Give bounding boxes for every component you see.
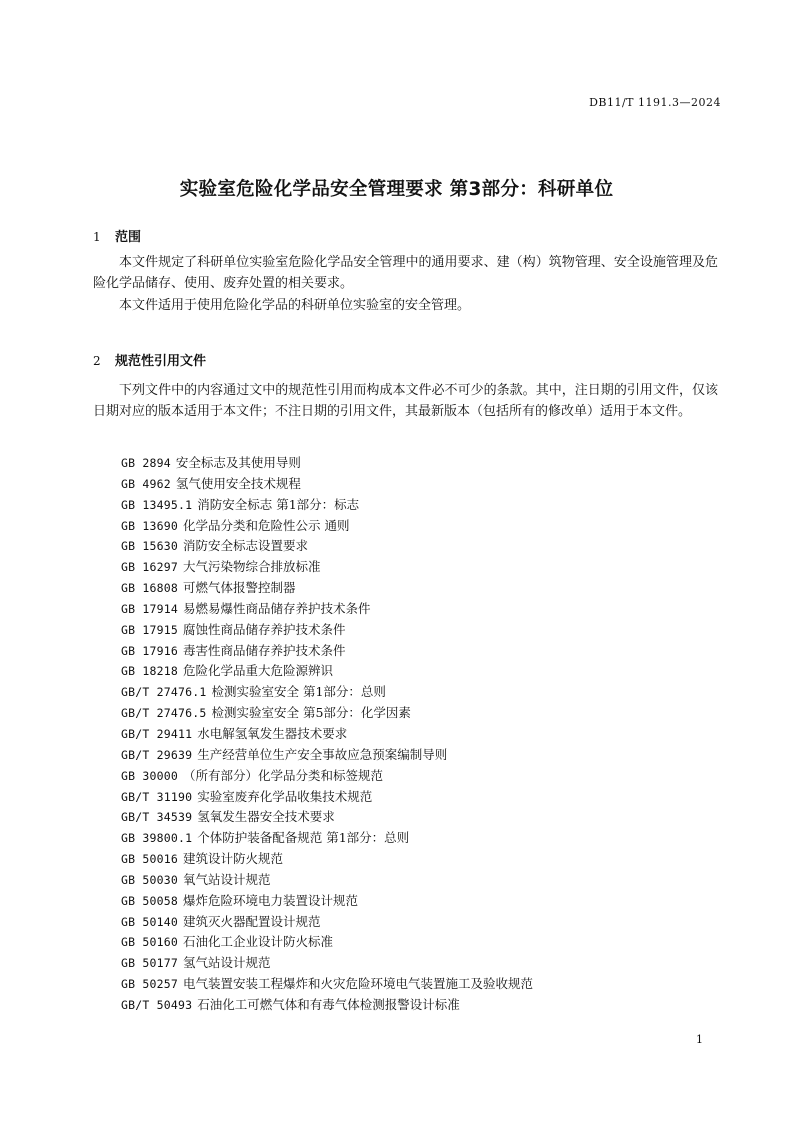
reference-list [121, 453, 533, 1016]
reference-code: GB/T 31190 [121, 789, 193, 804]
reference-item [121, 953, 533, 974]
reference-item [121, 787, 533, 808]
reference-item [121, 703, 533, 724]
reference-item [121, 682, 533, 703]
reference-item [121, 995, 533, 1016]
reference-item [121, 932, 533, 953]
reference-item [121, 557, 533, 578]
reference-title: 个体防护装备配备规范 第1部分：总则 [197, 830, 410, 846]
reference-code: GB 4962 [121, 476, 171, 491]
reference-code: GB/T 27476.1 [121, 685, 207, 700]
reference-title: 电气装置安装工程爆炸和火灾危险环境电气装置施工及验收规范 [183, 976, 534, 992]
reference-item [121, 745, 533, 766]
reference-title: 爆炸危险环境电力装置设计规范 [183, 892, 359, 908]
reference-title: 消防安全标志 第1部分：标志 [197, 496, 360, 512]
reference-title: 石油化工可燃气体和有毒气体检测报警设计标准 [197, 996, 460, 1012]
document-title: 实验室危险化学品安全管理要求 第3部分：科研单位 [179, 179, 614, 200]
reference-code: GB 17914 [121, 601, 178, 616]
section-2-heading [93, 350, 206, 369]
normative-references-intro: 下列文件中的内容通过文中的规范性引用而构成本文件必不可少的条款。其中，注日期的引用文件，仅该日期对应的版本适用于本文件；不注日期的引用文件，其最新版本（包括所有的修改单）适用于本文件。 [93, 383, 718, 419]
reference-title: 易燃易爆性商品储存养护技术条件 [183, 600, 371, 616]
reference-title: 氢气站设计规范 [183, 955, 271, 971]
reference-title: （所有部分）化学品分类和标签规范 [183, 767, 384, 783]
reference-item [121, 891, 533, 912]
reference-title: 建筑设计防火规范 [183, 851, 284, 867]
section-2-title: 规范性引用文件 [115, 354, 207, 369]
reference-item [121, 516, 533, 537]
reference-title: 大气污染物综合排放标准 [183, 559, 321, 575]
reference-code: GB/T 29639 [121, 747, 193, 762]
reference-code: GB 13690 [121, 518, 178, 533]
reference-code: GB 18218 [121, 664, 178, 679]
reference-item [121, 766, 533, 787]
reference-code: GB 50140 [121, 914, 178, 929]
reference-title: 腐蚀性商品储存养护技术条件 [183, 621, 346, 637]
reference-item [121, 578, 533, 599]
reference-item [121, 641, 533, 662]
reference-title: 氢氧发生器安全技术要求 [197, 809, 335, 825]
reference-item [121, 828, 533, 849]
reference-code: GB 17915 [121, 622, 178, 637]
reference-code: GB 16297 [121, 560, 178, 575]
reference-item [121, 849, 533, 870]
reference-code: GB/T 27476.5 [121, 706, 207, 721]
reference-item [121, 495, 533, 516]
reference-item [121, 807, 533, 828]
reference-code: GB 17916 [121, 643, 178, 658]
scope-paragraph-1: 本文件规定了科研单位实验室危险化学品安全管理中的通用要求、建（构）筑物管理、安全设施管理及危险化学品储存、使用、废弃处置的相关要求。 [93, 255, 718, 291]
reference-item [121, 474, 533, 495]
section-2-number: 2 [93, 354, 101, 368]
reference-title: 石油化工企业设计防火标准 [183, 934, 334, 950]
reference-title: 检测实验室安全 第5部分：化学因素 [211, 705, 411, 721]
reference-code: GB/T 34539 [121, 810, 193, 825]
reference-title: 氧气站设计规范 [183, 871, 271, 887]
reference-item [121, 661, 533, 682]
reference-item [121, 870, 533, 891]
reference-title: 毒害性商品储存养护技术条件 [183, 642, 346, 658]
standard-id: DB11/T 1191.3—2024 [589, 96, 721, 109]
page-number: 1 [696, 1033, 703, 1046]
reference-title: 危险化学品重大危险源辨识 [183, 663, 334, 679]
reference-title: 实验室废弃化学品收集技术规范 [197, 788, 373, 804]
reference-title: 氢气使用安全技术规程 [175, 475, 301, 491]
section-1-heading [93, 226, 141, 245]
reference-item [121, 912, 533, 933]
reference-title: 安全标志及其使用导则 [175, 455, 301, 470]
reference-title: 可燃气体报警控制器 [183, 580, 296, 596]
reference-title: 消防安全标志设置要求 [183, 538, 309, 554]
reference-code: GB 2894 [121, 456, 171, 470]
reference-item [121, 724, 533, 745]
reference-code: GB/T 50493 [121, 997, 193, 1012]
reference-code: GB 13495.1 [121, 497, 193, 512]
reference-code: GB 30000 [121, 768, 178, 783]
reference-item [121, 536, 533, 557]
section-1-title: 范围 [115, 230, 142, 245]
reference-title: 化学品分类和危险性公示 通则 [183, 517, 350, 533]
reference-code: GB 50016 [121, 852, 178, 867]
reference-title: 检测实验室安全 第1部分：总则 [211, 684, 386, 700]
reference-code: GB/T 29411 [121, 726, 193, 741]
reference-title: 生产经营单位生产安全事故应急预案编制导则 [197, 746, 448, 762]
reference-code: GB 15630 [121, 539, 178, 554]
reference-code: GB 50257 [121, 977, 178, 992]
reference-item [121, 620, 533, 641]
reference-title: 建筑灭火器配置设计规范 [183, 913, 321, 929]
scope-paragraph-2: 本文件适用于使用危险化学品的科研单位实验室的安全管理。 [119, 298, 471, 313]
reference-item [121, 974, 533, 995]
reference-title: 水电解氢氧发生器技术要求 [197, 725, 348, 741]
reference-code: GB 50177 [121, 956, 178, 971]
reference-code: GB 50160 [121, 935, 178, 950]
section-1-number: 1 [93, 230, 101, 244]
reference-item [121, 453, 533, 474]
reference-code: GB 39800.1 [121, 831, 193, 846]
reference-item [121, 599, 533, 620]
reference-code: GB 16808 [121, 581, 178, 596]
reference-code: GB 50030 [121, 872, 178, 887]
reference-code: GB 50058 [121, 893, 178, 908]
